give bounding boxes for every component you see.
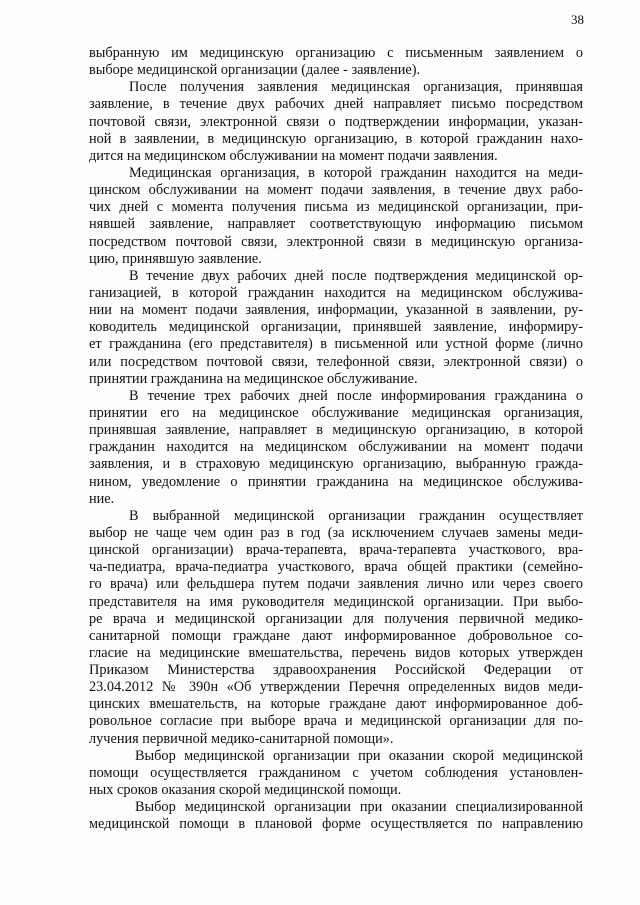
text-line: принятии гражданина на медицинское обслуживание. [89, 370, 418, 387]
paragraph [89, 79, 583, 165]
text-line: Выбор медицинской организации при оказании специализированной [135, 799, 583, 816]
text-line: ре врача и медицинской организации для получения первичной медико- [89, 610, 583, 627]
text-line: чих дней с момента получения письма из медицинской организации, при- [89, 199, 583, 216]
text-line: принявшая заявление, направляет в медицинскую организацию, в которой [89, 422, 583, 439]
text-line: ководитель медицинской организации, принявшей заявление, информиру- [89, 319, 583, 336]
text-line: цинских вмешательств, на которые граждане дают информированное доб- [89, 696, 583, 713]
paragraph [89, 799, 583, 833]
paragraph [89, 268, 583, 388]
text-line: представителя на имя руководителя медицинской организации. При выбо- [89, 593, 583, 610]
text-line: лучения первичной медико-санитарной помощи». [89, 730, 394, 747]
paragraph [89, 748, 583, 799]
document-body [89, 45, 583, 833]
text-line: После получения заявления медицинская организация, принявшая [129, 79, 583, 96]
text-line: посредством почтовой связи, электронной связи в медицинскую организа- [89, 233, 583, 250]
text-line: выбор не чаще чем один раз в год (за исключением случаев замены меди- [89, 524, 583, 541]
text-line: нином, уведомление о принятии гражданина на медицинское обслужива- [89, 473, 583, 490]
text-line: ча-педиатра, врача-педиатра участкового, врача общей практики (семейно- [89, 559, 583, 576]
text-line: В выбранной медицинской организации гражданин осуществляет [129, 507, 583, 524]
text-line: 23.04.2012 № 390н «Об утверждении Перечня определенных видов меди- [89, 679, 583, 696]
text-line: ной в заявлении, в медицинскую организацию, в которой гражданин нахо- [89, 130, 583, 147]
paragraph [89, 165, 583, 268]
text-line: ганизацией, в которой гражданин находится на медицинском обслужива- [89, 284, 583, 301]
text-line: Приказом Министерства здравоохранения Российской Федерации от [89, 662, 583, 679]
text-line: медицинской помощи в плановой форме осуществляется по направлению [89, 816, 583, 833]
text-line: гласие на медицинские вмешательства, перечень видов которых утвержден [89, 644, 583, 661]
paragraph-continuation [89, 45, 583, 79]
text-line: В течение двух рабочих дней после подтверждения медицинской ор- [129, 267, 583, 284]
text-line: или посредством почтовой связи, телефонной связи, электронной связи) о [89, 353, 583, 370]
text-line: выбранную им медицинскую организацию с письменным заявлением о [89, 45, 583, 61]
text-line: выборе медицинской организации (далее - заявление). [89, 62, 421, 79]
page-number: 38 [571, 12, 584, 27]
text-line: ных сроков оказания скорой медицинской помощи. [89, 782, 402, 799]
text-line: заявления, и в страховую медицинскую организацию, выбранную гражда- [89, 456, 583, 473]
text-line: го врача) или фельдшера путем подачи заявления лично или через своего [89, 576, 583, 593]
text-line: нявшей заявление, направляет соответствующую информацию письмом [89, 216, 583, 233]
text-line: цинском обслуживании на момент подачи заявления, в течение двух рабо- [89, 182, 583, 199]
text-line: Выбор медицинской организации при оказании скорой медицинской [135, 747, 583, 764]
text-line: цию, принявшую заявление. [89, 250, 262, 267]
text-line: заявление, в течение двух рабочих дней направляет письмо посредством [89, 96, 583, 113]
text-line: ние. [89, 490, 115, 507]
text-line: дится на медицинском обслуживании на момент подачи заявления. [89, 147, 498, 164]
text-line: ет гражданина (его представителя) в письменной или устной форме (лично [89, 336, 583, 353]
text-line: помощи осуществляется гражданином с учетом соблюдения установлен- [89, 764, 583, 781]
paragraph [89, 508, 583, 748]
text-line: В течение трех рабочих дней после информирования гражданина о [129, 387, 583, 404]
text-line: почтовой связи, электронной связи о подтверждении информации, указан- [89, 113, 583, 130]
paragraph [89, 388, 583, 508]
text-line: нии на момент подачи заявления, информации, указанной в заявлении, ру- [89, 302, 583, 319]
text-line: ровольное согласие при выборе врача и медицинской организации для по- [89, 713, 583, 730]
text-line: Медицинская организация, в которой гражданин находится на меди- [129, 164, 583, 181]
text-line: санитарной помощи граждане дают информированное добровольное со- [89, 627, 583, 644]
text-line: гражданин находится на медицинском обслуживании на момент подачи [89, 439, 583, 456]
text-line: принятии его на медицинское обслуживание медицинская организация, [89, 404, 583, 421]
text-line: цинской организации) врача-терапевта, врача-терапевта участкового, вра- [89, 542, 583, 559]
